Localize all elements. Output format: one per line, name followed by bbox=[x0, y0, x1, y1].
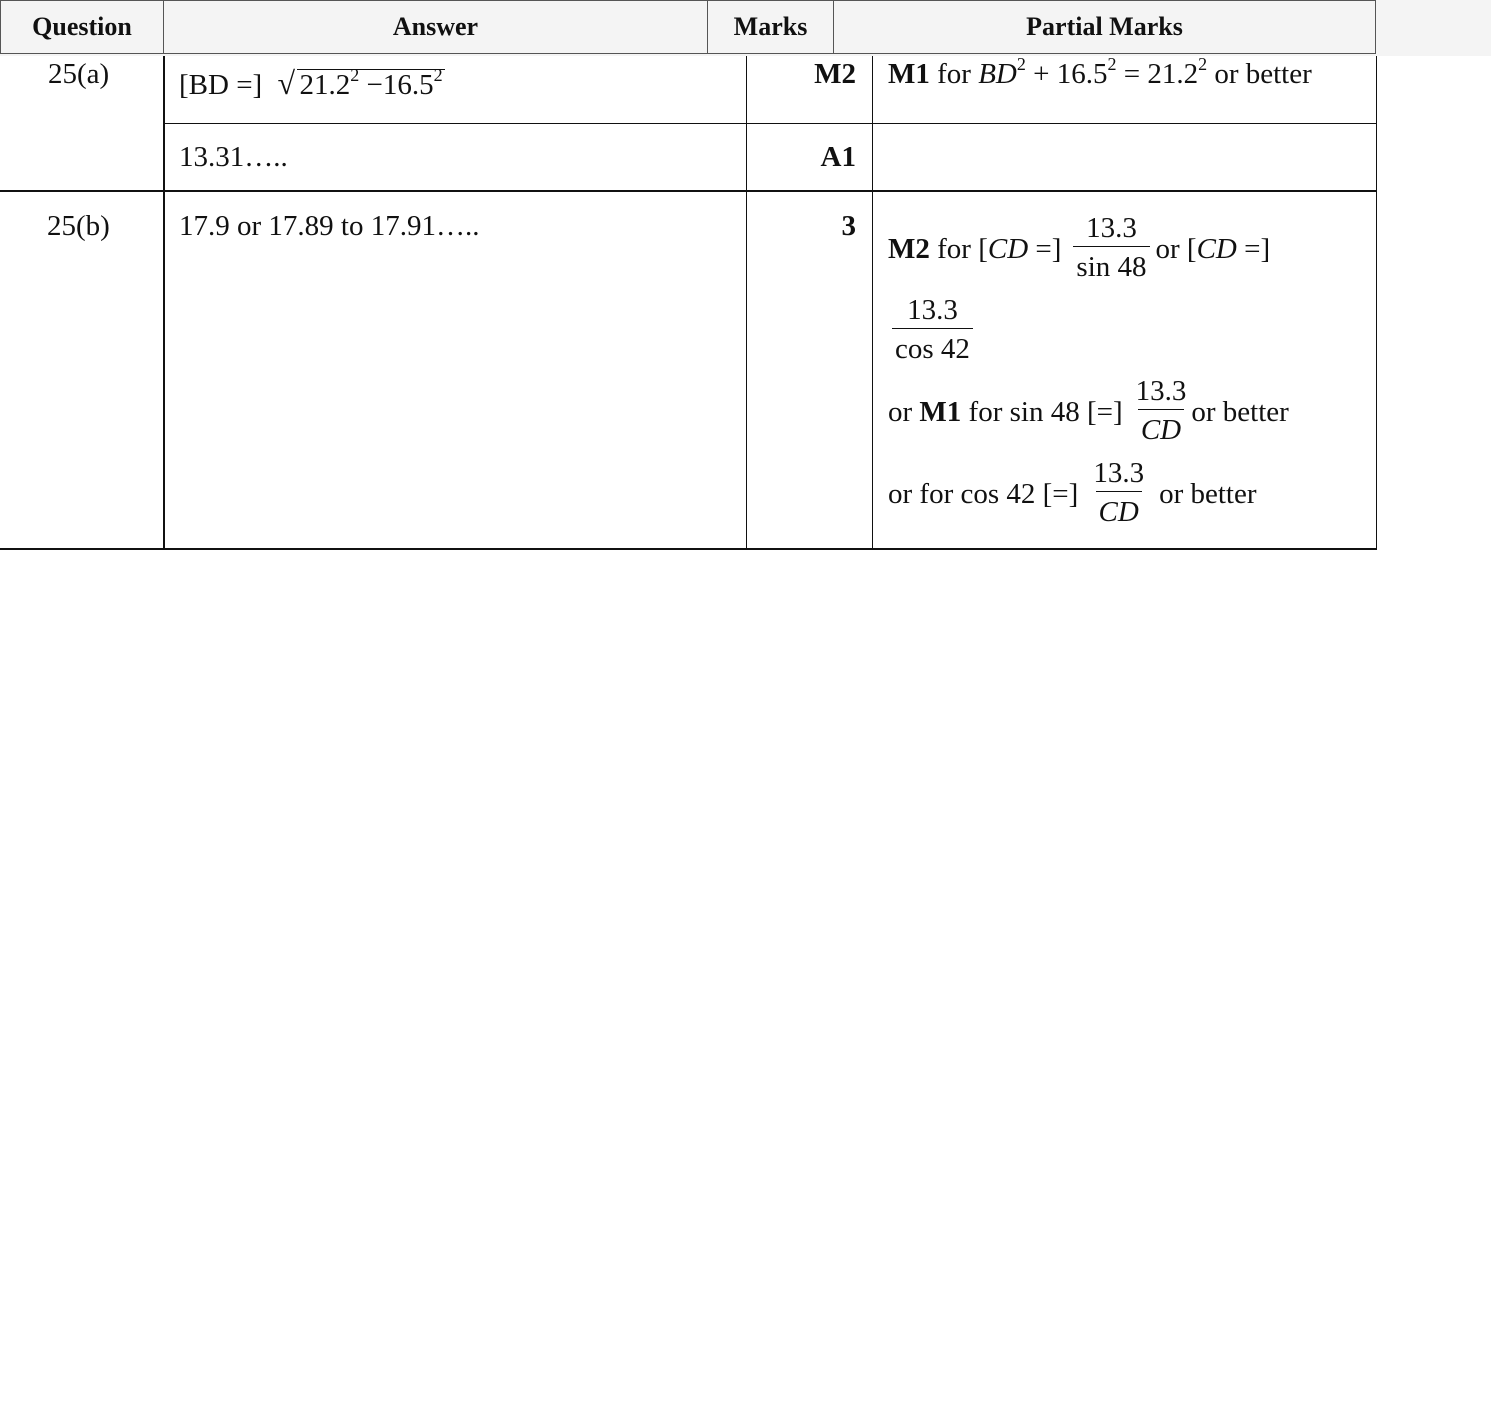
grid-line bbox=[1376, 56, 1377, 549]
answer-value: 17.9 or 17.89 to 17.91….. bbox=[179, 210, 480, 242]
partial-text: = 21.2 bbox=[1123, 58, 1199, 90]
fraction-denominator: CD bbox=[1138, 409, 1184, 450]
grid-line bbox=[0, 190, 1377, 192]
fraction-numerator: 13.3 bbox=[1135, 375, 1187, 407]
exponent: 2 bbox=[350, 65, 360, 86]
partial-marks-line bbox=[886, 292, 979, 369]
partial-mark-code: M1 bbox=[888, 58, 930, 90]
partial-variable: BD bbox=[978, 58, 1017, 90]
partial-variable: CD bbox=[1196, 232, 1237, 265]
partial-variable: CD bbox=[987, 232, 1029, 265]
radicand-term: 21.2 bbox=[299, 69, 351, 101]
question-number: 25(b) bbox=[47, 210, 110, 242]
partial-marks-line bbox=[888, 373, 1289, 450]
grid-line bbox=[746, 56, 747, 549]
header-answer: Answer bbox=[163, 0, 708, 54]
partial-text: or better bbox=[1159, 477, 1257, 510]
fraction bbox=[892, 292, 973, 369]
exponent: 2 bbox=[433, 65, 443, 86]
partial-text: or better bbox=[1214, 58, 1312, 90]
fraction-numerator: 13.3 bbox=[907, 294, 958, 326]
exponent: 2 bbox=[1198, 54, 1208, 75]
header-marks: Marks bbox=[707, 0, 834, 54]
partial-text: =] bbox=[1244, 232, 1271, 265]
grid-line bbox=[163, 56, 165, 549]
partial-text: + 16.5 bbox=[1033, 58, 1108, 90]
partial-text: for [ bbox=[937, 232, 988, 265]
grid-line bbox=[0, 548, 1377, 550]
partial-text: for sin 48 [=] bbox=[968, 395, 1123, 428]
header-question: Question bbox=[0, 0, 164, 54]
fraction-denominator: CD bbox=[1096, 491, 1142, 532]
partial-text: =] bbox=[1035, 232, 1062, 265]
partial-mark-code: M2 bbox=[888, 232, 930, 265]
partial-text: or better bbox=[1191, 395, 1289, 428]
radical-sign-icon: √ bbox=[277, 65, 296, 101]
square-root bbox=[277, 65, 444, 101]
exponent: 2 bbox=[1016, 54, 1026, 75]
fraction-numerator: 13.3 bbox=[1086, 212, 1137, 244]
marks-value: A1 bbox=[820, 141, 856, 173]
question-number: 25(a) bbox=[48, 58, 110, 90]
header-partial-marks: Partial Marks bbox=[833, 0, 1376, 54]
grid-line bbox=[164, 123, 1377, 124]
radicand-term: −16.5 bbox=[366, 69, 434, 101]
answer-value: 13.31….. bbox=[179, 141, 288, 173]
answer-expression bbox=[179, 65, 445, 101]
partial-text: or for cos 42 [=] bbox=[888, 477, 1079, 510]
partial-text: or bbox=[888, 395, 913, 428]
grid-line bbox=[872, 56, 873, 549]
partial-marks-line bbox=[888, 455, 1256, 532]
fraction bbox=[1133, 373, 1190, 450]
marks-value: M2 bbox=[814, 58, 856, 90]
fraction-denominator: cos 42 bbox=[892, 328, 973, 369]
fraction-numerator: 13.3 bbox=[1093, 457, 1145, 489]
answer-prefix: [BD =] bbox=[179, 69, 263, 101]
fraction bbox=[1090, 455, 1147, 532]
fraction-denominator: sin 48 bbox=[1073, 246, 1149, 287]
partial-text: for bbox=[937, 58, 971, 90]
partial-mark-code: M1 bbox=[919, 395, 962, 428]
marks-value: 3 bbox=[841, 210, 856, 242]
fraction bbox=[1073, 210, 1149, 287]
partial-text: or [ bbox=[1155, 232, 1197, 265]
exponent: 2 bbox=[1107, 54, 1117, 75]
partial-marks-text bbox=[888, 54, 1312, 90]
partial-marks-line bbox=[888, 210, 1270, 287]
